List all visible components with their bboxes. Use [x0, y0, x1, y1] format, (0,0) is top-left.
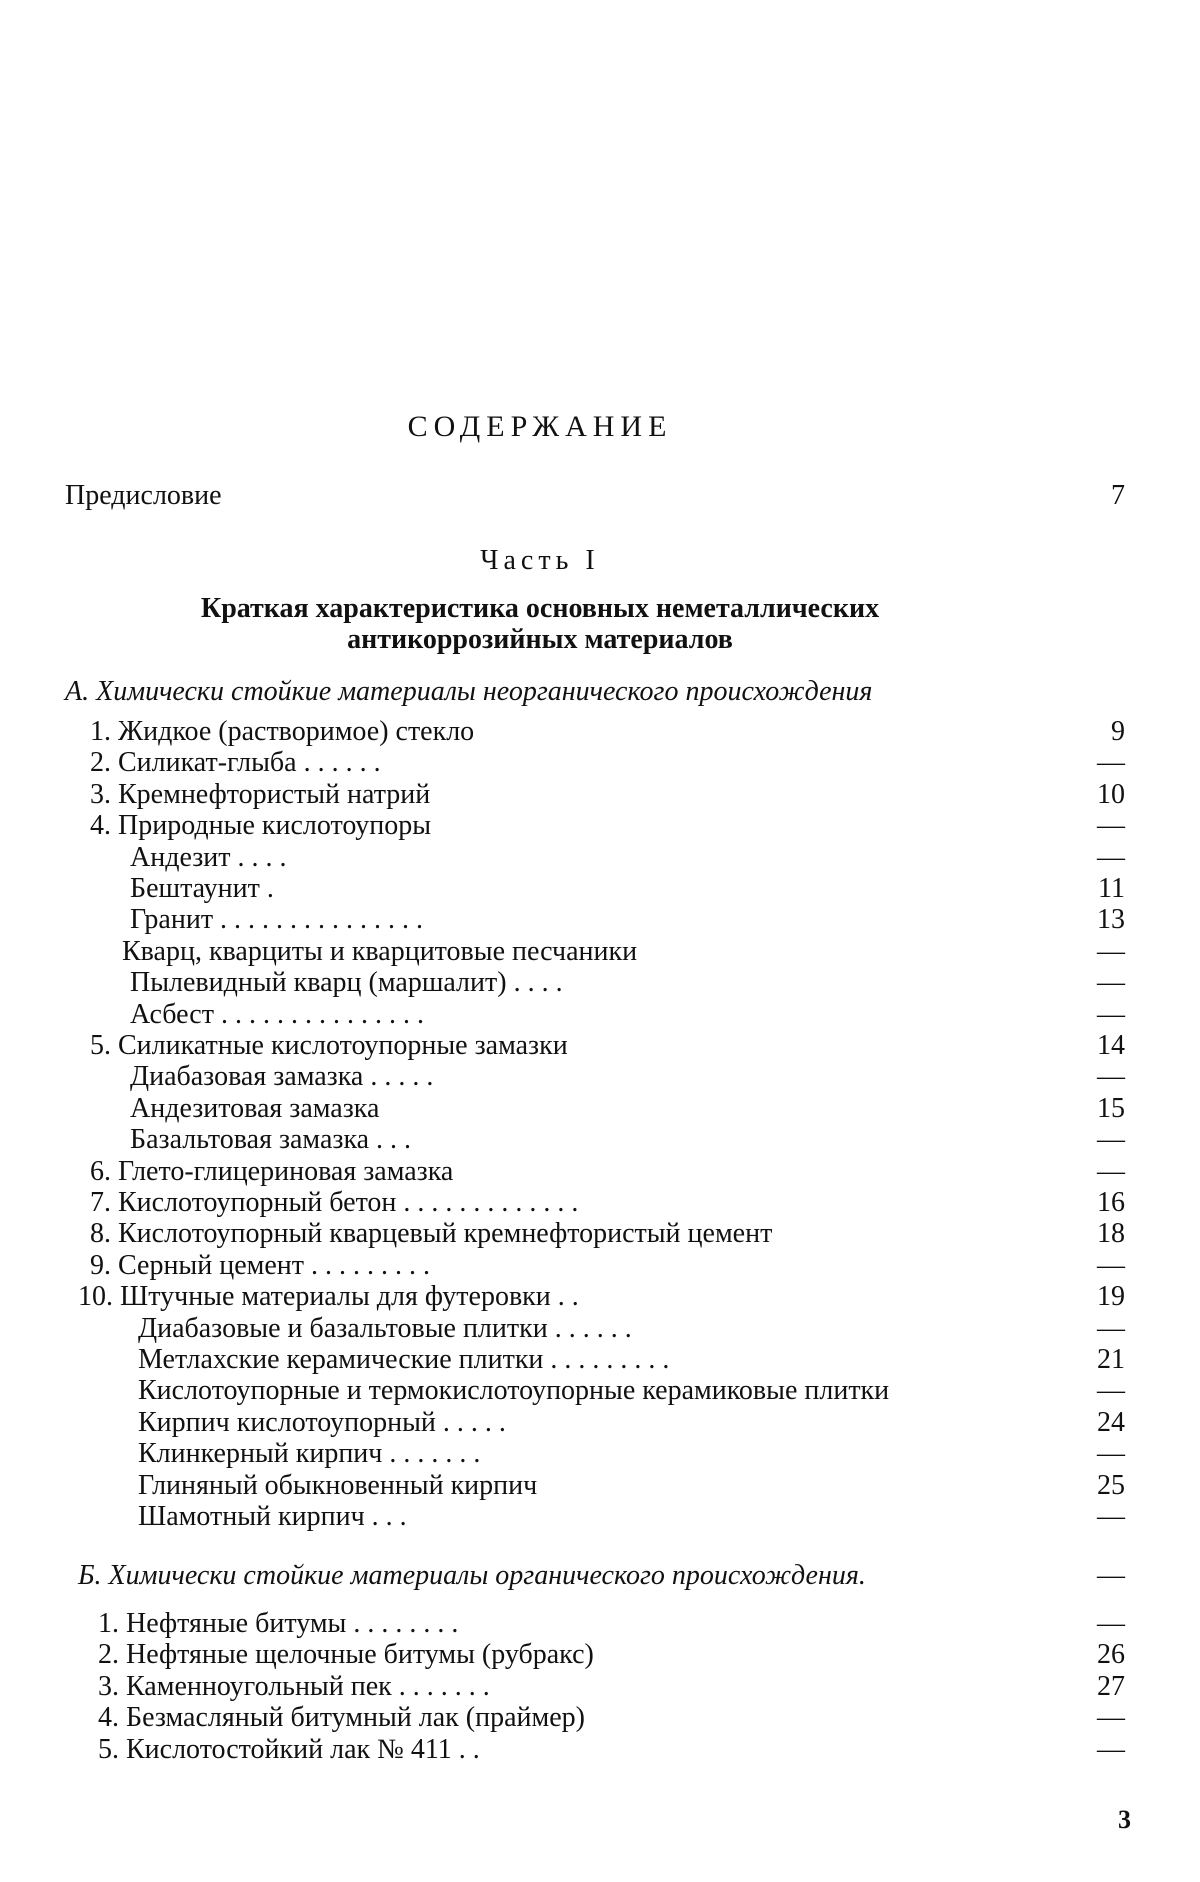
section-a-entry-text: 6. Глето-глицериновая замазка	[90, 1155, 454, 1187]
page-title: СОДЕРЖАНИЕ	[407, 410, 673, 443]
section-a-entry-page: 18	[1097, 1218, 1125, 1250]
section-a-entry-text: Диабазовые и базальтовые плитки . . . . . .	[138, 1312, 632, 1344]
section-a-entry-text: 1. Жидкое (растворимое) стекло	[90, 716, 475, 747]
section-b-entry-text: 2. Нефтяные щелочные битумы (рубракс)	[98, 1639, 594, 1671]
section-a-entry-text: Гранит . . . . . . . . . . . . . . .	[130, 904, 424, 936]
section-b-entry-text: 1. Нефтяные битумы . . . . . . . .	[98, 1608, 459, 1639]
part-subtitle-line2: антикоррозийных материалов	[347, 624, 733, 655]
section-a-entry-text: 4. Природные кислотоупоры	[90, 810, 432, 842]
section-b-heading-page: —	[1097, 1560, 1125, 1591]
section-a-entry-text: 9. Серный цемент . . . . . . . . .	[90, 1249, 431, 1281]
section-a-entry-page: —	[1097, 1438, 1125, 1470]
section-a-entry-page: 9	[1111, 716, 1125, 747]
section-a-entry-text: Кварц, кварциты и кварцитовые песчаники	[122, 935, 638, 967]
section-a-entry-text: 3. Кремнефтористый натрий	[90, 778, 431, 810]
section-a-entry-page: —	[1097, 1124, 1125, 1156]
section-a-entry-text: Андезит . . . .	[130, 841, 287, 873]
section-b-entry-page: —	[1097, 1733, 1125, 1765]
section-a-entry-page: —	[1097, 810, 1125, 842]
section-a-entry-text: Клинкерный кирпич . . . . . . .	[138, 1438, 481, 1470]
section-b-entry-page: 26	[1097, 1639, 1125, 1671]
section-a-entry-text: Базальтовая замазка . . .	[130, 1124, 412, 1156]
section-a-entry-page: 15	[1097, 1092, 1125, 1124]
section-a-entry-page: 25	[1097, 1469, 1125, 1501]
section-a-entry-text: Пылевидный кварц (маршалит) . . . .	[130, 967, 563, 999]
section-a-entry-text: 7. Кислотоупорный бетон . . . . . . . . . . . . .	[90, 1187, 579, 1218]
section-a-entry-page: —	[1097, 747, 1125, 779]
section-a-entry-page: 21	[1097, 1344, 1125, 1375]
section-b-entry-text: 5. Кислотостойкий лак № 411 . .	[98, 1733, 480, 1765]
section-b-entry-text: 3. Каменноугольный пек . . . . . . .	[98, 1670, 490, 1702]
section-a-entry-page: —	[1097, 967, 1125, 999]
section-a-entry-page: —	[1097, 1501, 1125, 1532]
section-a-entry-page: 10	[1097, 778, 1125, 810]
preface-label: Предисловие	[65, 480, 222, 511]
section-a-entry-page: 19	[1097, 1281, 1125, 1313]
section-a-entry-page: —	[1097, 935, 1125, 967]
section-b-entry-page: 27	[1097, 1670, 1125, 1702]
section-a-entry-page: 11	[1098, 873, 1125, 904]
section-a-entry-page: —	[1097, 998, 1125, 1030]
section-a-entry-text: Шамотный кирпич . . .	[138, 1501, 407, 1532]
section-a-entry-text: Кислотоупорные и термокислотоупорные керамиковые плитки	[138, 1375, 890, 1407]
section-a-entry-page: —	[1097, 1249, 1125, 1281]
section-a-entry-page: —	[1097, 1155, 1125, 1187]
section-b-heading: Б. Химически стойкие материалы органического происхождения.	[78, 1560, 866, 1591]
section-a-entry-page: 16	[1097, 1187, 1125, 1218]
section-a-entry-text: 10. Штучные материалы для футеровки . .	[78, 1281, 579, 1313]
section-a-entry-text: Глиняный обыкновенный кирпич	[138, 1469, 538, 1501]
section-a-entry-page: 24	[1097, 1406, 1125, 1438]
section-a-entry-text: 2. Силикат-глыба . . . . . .	[90, 747, 381, 779]
section-a-entry-text: Асбест . . . . . . . . . . . . . . .	[130, 998, 424, 1030]
section-a-entry-page: —	[1097, 1375, 1125, 1407]
section-a-entry-page: 14	[1097, 1030, 1125, 1061]
section-b-entry-page: —	[1097, 1702, 1125, 1734]
section-b-entry-text: 4. Безмасляный битумный лак (праймер)	[98, 1702, 585, 1734]
section-a-entry-text: Кирпич кислотоупорный . . . . .	[138, 1406, 506, 1438]
section-a-entry-text: Метлахские керамические плитки . . . . . . . . .	[138, 1344, 670, 1375]
section-a-entry-text: Диабазовая замазка . . . . .	[130, 1061, 434, 1093]
section-a-heading: А. Химически стойкие материалы неорганического происхождения	[65, 676, 873, 707]
section-a-entry-page: —	[1097, 1312, 1125, 1344]
section-a-entry-page: —	[1097, 1061, 1125, 1093]
part-subtitle-line1: Краткая характеристика основных неметаллических	[200, 593, 880, 624]
section-a-entry-page: 13	[1097, 904, 1125, 936]
section-a-entry-page: —	[1097, 841, 1125, 873]
preface-page: 7	[1111, 480, 1125, 511]
page-number: 3	[1118, 1805, 1131, 1834]
part-heading: Часть I	[480, 545, 600, 576]
section-a-entry-text: 8. Кислотоупорный кварцевый кремнефтористый цемент	[90, 1218, 773, 1250]
section-a-entry-text: Бештаунит .	[130, 873, 274, 904]
section-a-entry-text: 5. Силикатные кислотоупорные замазки	[90, 1030, 568, 1061]
section-b-entry-page: —	[1097, 1608, 1125, 1639]
section-a-entry-text: Андезитовая замазка	[130, 1092, 380, 1124]
